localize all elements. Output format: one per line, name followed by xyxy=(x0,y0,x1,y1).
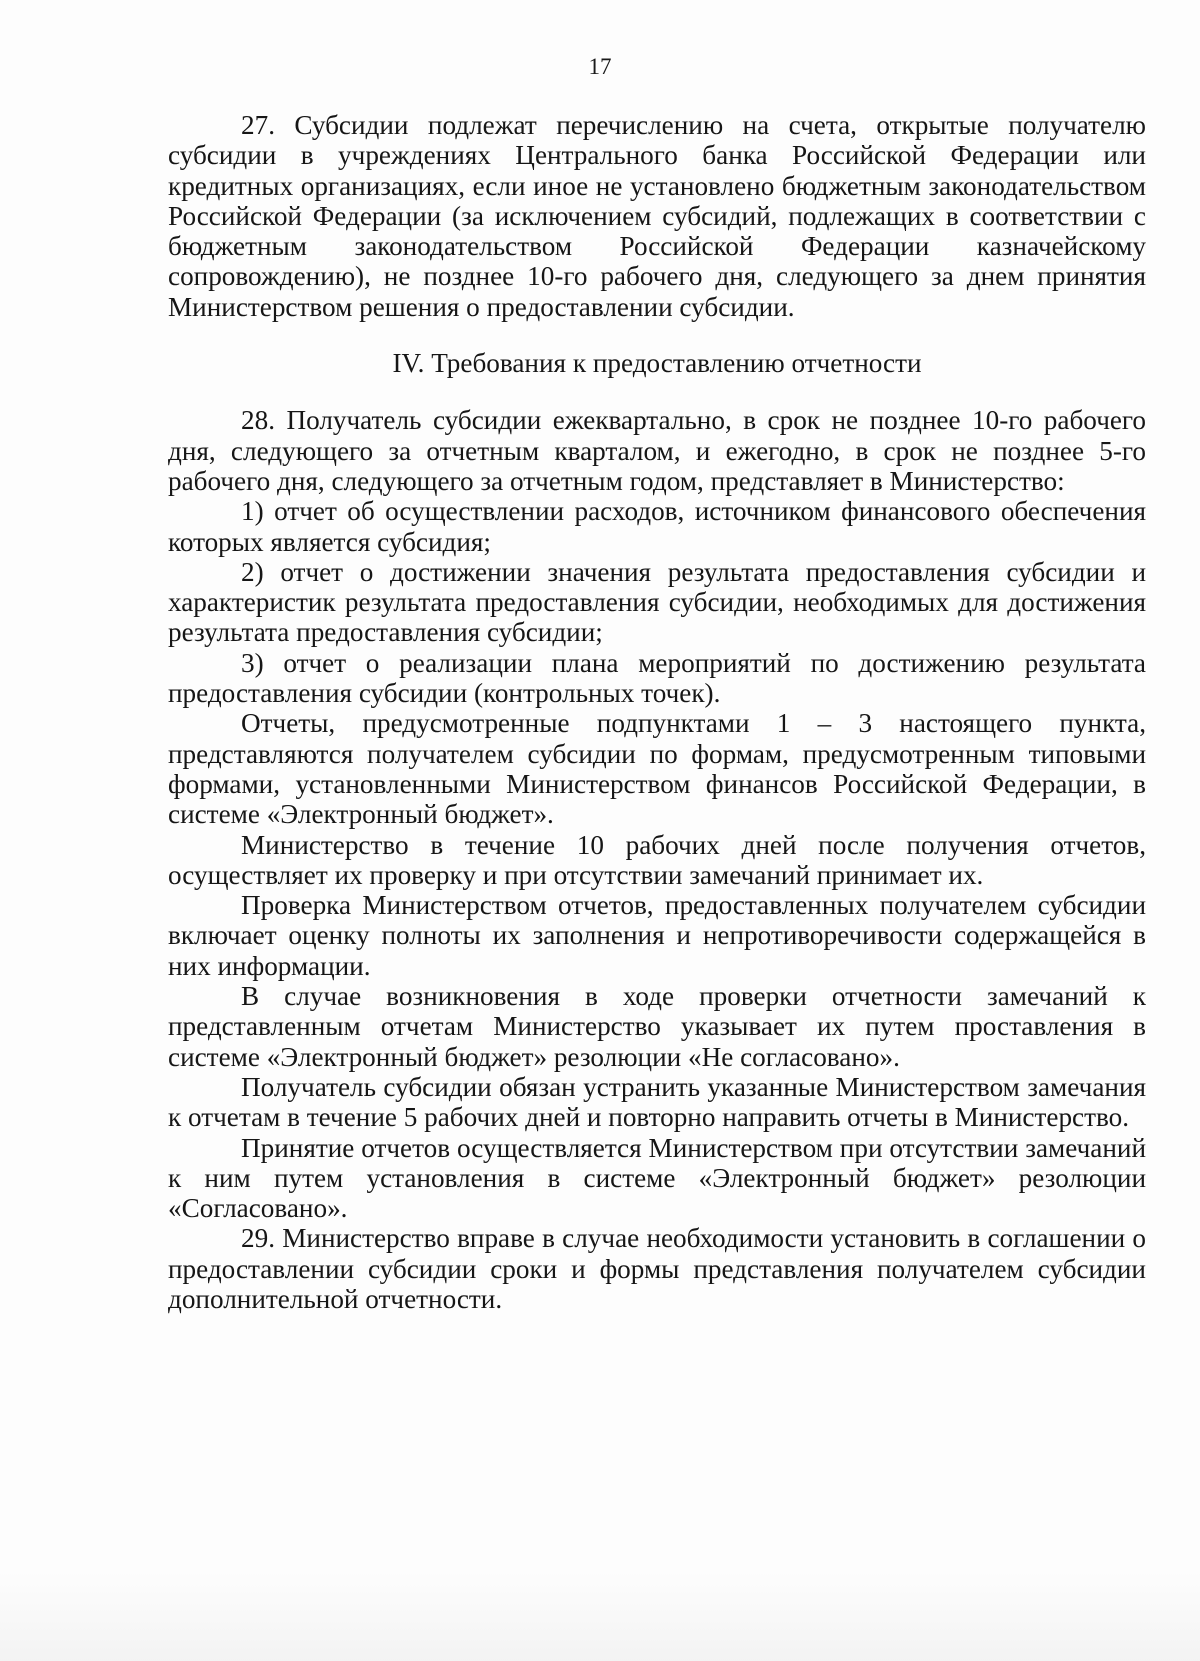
paragraph-ministry-review: Министерство в течение 10 рабочих дней после получения отчетов, осуществляет их проверку и при отсутствии замечаний принимает их. xyxy=(168,829,1146,890)
page-number: 17 xyxy=(588,54,612,79)
scan-shading xyxy=(0,1571,1200,1661)
subitem-1: 1) отчет об осуществлении расходов, источником финансового обеспечения которых является субсидия; xyxy=(168,496,1146,557)
paragraph-remarks: В случае возникновения в ходе проверки отчетности замечаний к представленным отчетам Министерство указывает их путем проставления в системе «Электронный бюджет» резолюции «Не согласовано». xyxy=(168,981,1146,1072)
document-body xyxy=(168,110,1146,1314)
paragraph-29: 29. Министерство вправе в случае необходимости установить в соглашении о предоставлении субсидии сроки и формы представления получателем субсидии дополнительной отчетности. xyxy=(168,1223,1146,1314)
paragraph-27: 27. Субсидии подлежат перечислению на счета, открытые получателю субсидии в учреждениях Центрального банка Российской Федерации или кредитных организациях, если иное не установлено бюджетным законодательством Российской Федерации (за исключением субсидий, подлежащих в соответствии с бюджетным законодательством Российской Федерации казначейскому сопровождению), не позднее 10-го рабочего дня, следующего за днем принятия Министерством решения о предоставлении субсидии. xyxy=(168,110,1146,322)
subitem-2: 2) отчет о достижении значения результата предоставления субсидии и характеристик результата предоставления субсидии, необходимых для достижения результата предоставления субсидии; xyxy=(168,556,1146,648)
paragraph-acceptance: Принятие отчетов осуществляется Министерством при отсутствии замечаний к ним путем установления в системе «Электронный бюджет» резолюции «Согласовано». xyxy=(168,1132,1146,1224)
paragraph-28: 28. Получатель субсидии ежеквартально, в срок не позднее 10-го рабочего дня, следующего за отчетным кварталом, и ежегодно, в срок не позднее 5-го рабочего дня, следующего за отчетным годом, представляет в Министерство: xyxy=(168,405,1146,496)
paragraph-report-forms: Отчеты, предусмотренные подпунктами 1 – 3 настоящего пункта, представляются получателем субсидии по формам, предусмотренным типовыми формами, установленными Министерством финансов Российской Федерации, в системе «Электронный бюджет». xyxy=(168,708,1146,830)
paragraph-check-scope: Проверка Министерством отчетов, предоставленных получателем субсидии включает оценку полноты их заполнения и непротиворечивости содержащейся в них информации. xyxy=(168,890,1146,981)
subitem-3: 3) отчет о реализации плана мероприятий по достижению результата предоставления субсидии (контрольных точек). xyxy=(168,647,1146,709)
section-heading: IV. Требования к предоставлению отчетности xyxy=(392,348,922,379)
paragraph-corrections: Получатель субсидии обязан устранить указанные Министерством замечания к отчетам в течение 5 рабочих дней и повторно направить отчеты в Министерство. xyxy=(168,1071,1146,1133)
